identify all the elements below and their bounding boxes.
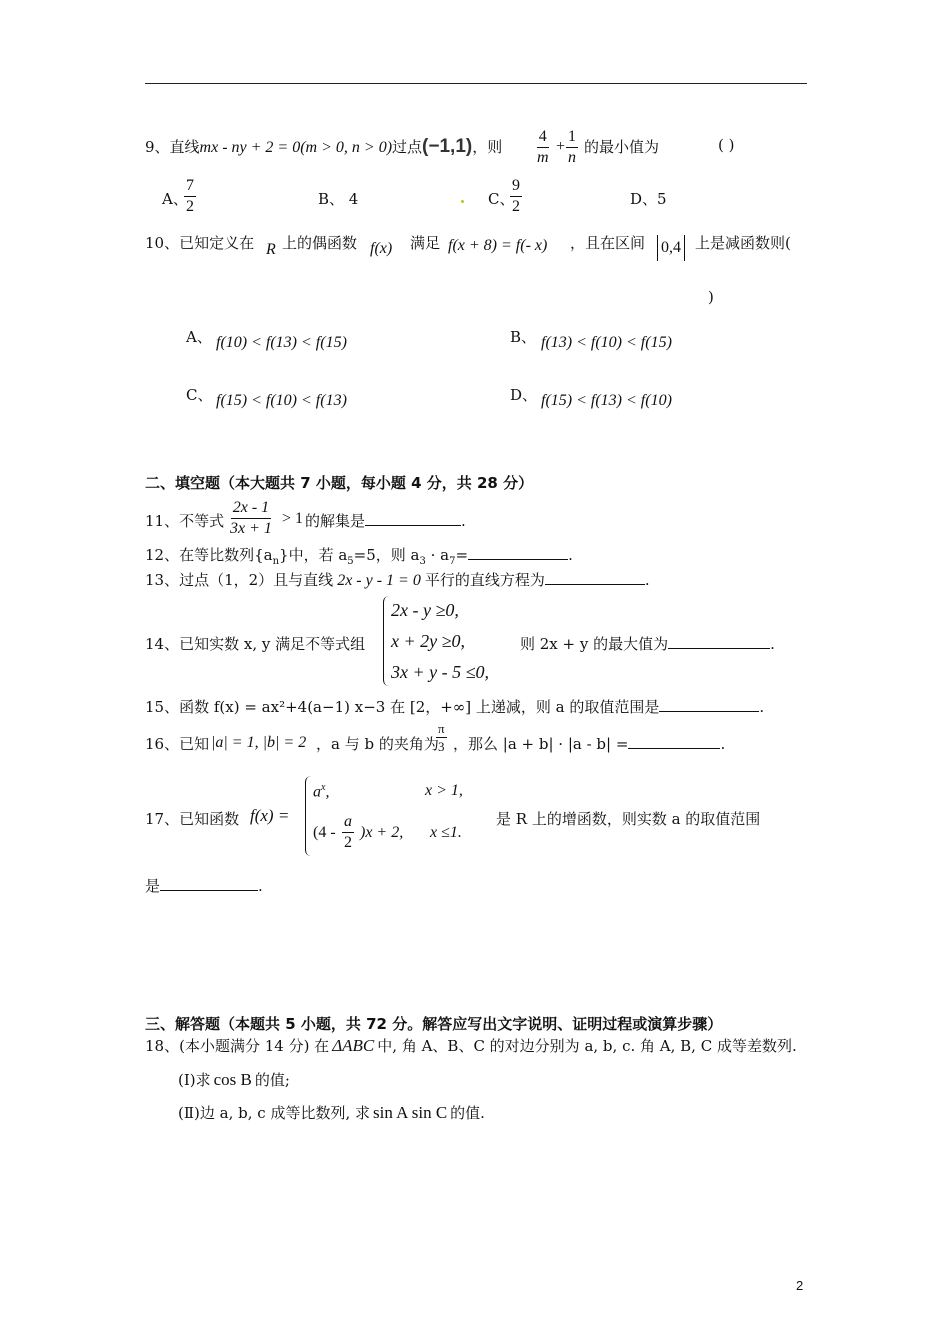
q10-option-a-label: A、 (186, 328, 212, 346)
q10-option-d: f(15) < f(13) < f(10) (541, 392, 672, 409)
q10-option-c-label: C、 (186, 386, 213, 404)
q9-option-d: D、5 (630, 190, 667, 208)
q12-answer-blank[interactable] (468, 545, 568, 560)
q10-R: R (266, 241, 276, 258)
q10-option-b-label: B、 (510, 328, 537, 346)
q16-cond: |a| = 1, |b| = 2 (211, 734, 307, 751)
q14-answer-blank[interactable] (668, 634, 770, 649)
q16-lead: 16、已知 (145, 735, 210, 753)
q9-option-c-label: C、 (488, 190, 515, 208)
q10-mid2: 满足 (410, 234, 441, 252)
q15-answer-blank[interactable] (659, 697, 759, 712)
q16-answer-blank[interactable] (628, 734, 720, 749)
q17-tail: 是 R 上的增函数，则实数 a 的取值范围 (496, 810, 761, 828)
q17-line2: 是 . (145, 877, 263, 895)
q12-line: 12、在等比数列$\{a_n\}$中，若 $a_5=5$，则 $a_3 \cdot a_7=$ . (145, 546, 573, 567)
q11-rel: > 1 (282, 510, 304, 527)
q11-answer-blank[interactable] (365, 511, 461, 526)
q11-fraction: $\frac{2x - 1}{3x + 1}$ (230, 499, 272, 537)
q9-option-c-value: $\frac{9}{2}$ (512, 177, 520, 215)
q10-option-a: f(10) < f(13) < f(15) (216, 334, 347, 351)
q10-mid3: ，且在区间 (570, 234, 646, 252)
q10-fx: f(x) (370, 240, 393, 257)
q11-tail: 的解集是 . (305, 512, 466, 530)
q10-interval: 0,4 (657, 235, 685, 261)
stray-dot (461, 200, 464, 203)
q16-mid: ，a 与 b 的夹角为 (316, 735, 439, 753)
q17-lead: 17、已知函数 (145, 810, 240, 828)
q14-row3: 3x + y - 5 ≤0, (391, 662, 489, 682)
q10-tail: 上是减函数则( (695, 234, 791, 252)
q9-frac1: $\frac{4}{m}$ (537, 128, 549, 166)
q14-row1: 2x - y ≥0, (391, 600, 459, 620)
q17-case2a: (4 - (313, 824, 336, 841)
q9-option-a-value: $\frac{7}{2}$ (186, 177, 194, 215)
section-3-title: 三、解答题（本题共 5 小题，共 72 分。解答应写出文字说明、证明过程或演算步骤） (145, 1015, 723, 1033)
q10-eq: f(x + 8) = f(- x) (448, 237, 548, 254)
q14-tail: 则 2x + y 的最大值为 . (520, 635, 775, 653)
q17-cond1: x > 1, (425, 782, 463, 799)
q9-paren: ( ) (718, 136, 735, 154)
q14-lead: 14、已知实数 x, y 满足不等式组 (145, 635, 366, 653)
q18-part1: (Ⅰ)求 cos B 的值; (178, 1070, 290, 1089)
q17-case2-frac: $\frac{a}{2}$ (344, 813, 352, 851)
q9-lead: 9、直线 (145, 138, 200, 156)
q16-angle: $\frac{\pi}{3}$ (438, 721, 445, 754)
q10-mid1: 上的偶函数 (282, 234, 358, 252)
section-2-title: 二、填空题（本大题共 7 小题，每小题 4 分，共 28 分） (145, 474, 534, 492)
page-number: 2 (796, 1278, 804, 1293)
q10-lead: 10、已知定义在 (145, 234, 255, 252)
q17-case1: $a^x$, (313, 782, 330, 801)
q17-cond2: x ≤1. (430, 824, 462, 841)
q10-option-d-label: D、 (510, 386, 538, 404)
q16-tail: ，那么 |a + b| · |a - b| = . (453, 735, 726, 753)
q10-option-b: f(13) < f(10) < f(15) (541, 334, 672, 351)
q9-option-a-label: A、 (162, 190, 188, 208)
q9-frac2: $\frac{1}{n}$ (568, 128, 576, 166)
q9-option-b: B、 4 (318, 190, 359, 208)
q18-line: 18、(本小题满分 14 分) 在 ΔABC 中, 角 A、B、C 的对边分别为 a, b, c. 角 A, B, C 成等差数列. (145, 1036, 797, 1055)
header-rule (145, 83, 807, 84)
q17-case2b: )x + 2, (360, 824, 404, 841)
q10-close: ) (708, 288, 714, 306)
q17-answer-blank[interactable] (160, 876, 258, 891)
q9-then: ，则 (472, 138, 503, 156)
q9-condition: mx - ny + 2 = 0(m > 0, n > 0) (199, 139, 393, 156)
q14-row2: x + 2y ≥0, (391, 631, 466, 651)
q9-tail: 的最小值为 (584, 138, 660, 156)
q13-answer-blank[interactable] (545, 570, 645, 585)
q17-f: f(x) = (250, 806, 290, 825)
q9-plus: + (556, 138, 566, 155)
q11-lead: 11、不等式 (145, 512, 225, 530)
q17-brace (305, 776, 312, 856)
q9-line (145, 136, 502, 158)
q10-option-c: f(15) < f(10) < f(13) (216, 392, 347, 409)
q15-line: 15、函数 f(x) = ax²+4(a−1) x−3 在 [2，+∞] 上递减，则 a 的取值范围是 . (145, 698, 765, 716)
q9-pass: 过点 (392, 138, 423, 156)
q14-brace (383, 596, 390, 686)
q9-point: (−1,1) (422, 136, 473, 157)
q18-part2: (Ⅱ)边 a, b, c 成等比数列, 求 sin A sin C 的值. (178, 1103, 485, 1122)
q13-line: 13、过点（1，2）且与直线 2x - y - 1 = 0 平行的直线方程为 . (145, 571, 650, 589)
